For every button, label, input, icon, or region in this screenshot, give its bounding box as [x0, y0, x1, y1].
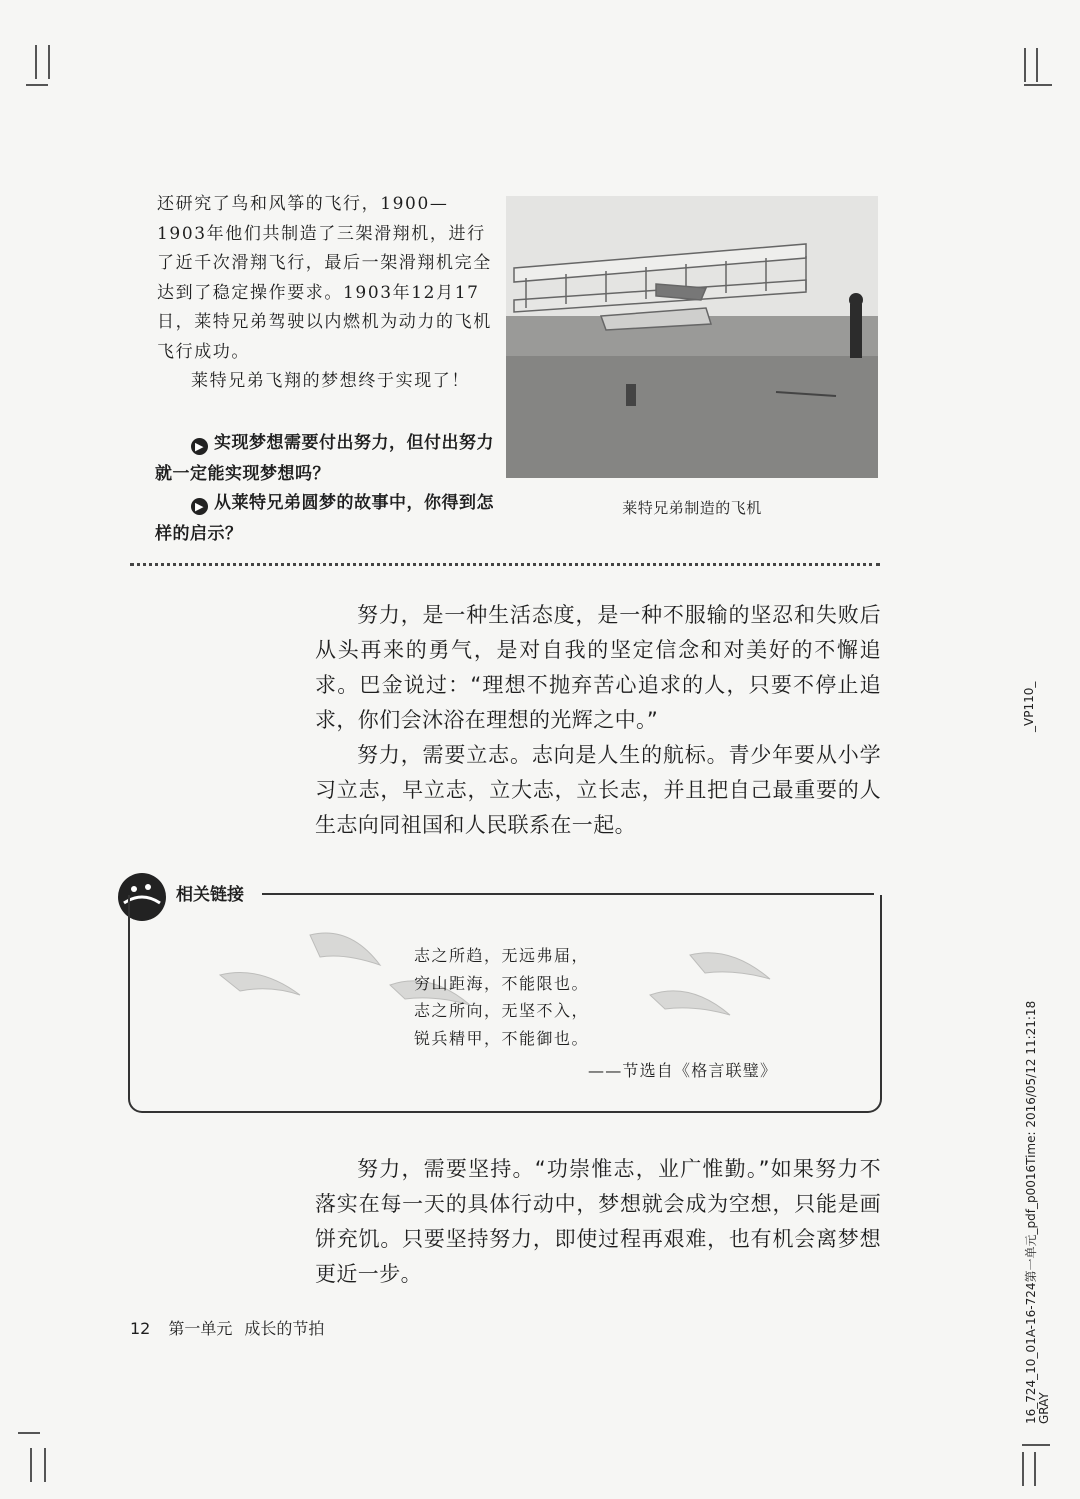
question [155, 488, 500, 550]
margin-gray-label: GRAY [1037, 1392, 1051, 1424]
section-divider [130, 563, 880, 566]
crop-mark [1034, 1452, 1036, 1486]
poem-line: 志之所向，无坚不入， [414, 1001, 590, 1020]
crop-mark [1022, 1452, 1024, 1486]
story-text [157, 190, 492, 397]
poem-line: 穷山距海，不能限也。 [414, 973, 590, 993]
body-text-bottom [315, 1152, 881, 1292]
body-paragraph: 努力，是一种生活态度，是一种不服输的坚忍和失败后从头再来的勇气，是对自我的坚定信念和对美好的不懈追求。巴金说过：“理想不抛弃苦心追求的人，只要不停止追求，你们会沐浴在理想的光辉之中。” [315, 603, 881, 732]
poem [414, 942, 589, 1052]
body-paragraph: 努力，需要坚持。“功崇惟志，业广惟勤。”如果努力不落实在每一天的具体行动中，梦想就会成为空想，只能是画饼充饥。只要坚持努力，即使过程再艰难，也有机会离梦想更近一步。 [315, 1157, 881, 1286]
wright-airplane-photo [506, 196, 878, 478]
poem-line: 锐兵精甲，不能御也。 [414, 1028, 590, 1048]
story-paragraph: 还研究了鸟和风筝的飞行，1900—1903年他们共制造了三架滑翔机，进行了近千次滑翔飞行，最后一架滑翔机完全达到了稳定操作要求。1903年12月17日，莱特兄弟驾驶以内燃机为动力的飞机飞行成功。 [157, 194, 492, 362]
page-footer [130, 1316, 324, 1339]
crop-mark [1036, 48, 1038, 82]
question-text: 从莱特兄弟圆梦的故事中，你得到怎样的启示？ [155, 493, 494, 544]
related-link-title: 相关链接 [176, 885, 244, 905]
margin-file-info: 16_724_10_01A-16-724第一单元_pdf_p0016Time: 2016/05/12 11:21:18 [1024, 1000, 1038, 1424]
crop-mark [30, 1448, 32, 1482]
crop-mark [1022, 1444, 1050, 1446]
crop-mark [48, 45, 50, 79]
arrow-right-circle-icon: ▶ [191, 438, 208, 455]
poem-line: 志之所趋，无远弗届， [414, 946, 590, 965]
margin-vp-code: _VP110_ [1022, 681, 1036, 732]
body-text-top [315, 598, 881, 843]
unit-name: 第一单元 [168, 1319, 233, 1338]
question [155, 428, 500, 490]
page-number: 12 [130, 1319, 151, 1338]
crop-mark [26, 84, 48, 86]
story-paragraph: 莱特兄弟飞翔的梦想终于实现了！ [191, 371, 470, 391]
crop-mark [1024, 48, 1026, 82]
crop-mark [1024, 84, 1052, 86]
airplane-illustration [506, 196, 878, 478]
arrow-right-circle-icon: ▶ [191, 498, 208, 515]
crop-mark [35, 45, 37, 79]
body-paragraph: 努力，需要立志。志向是人生的航标。青少年要从小学习立志，早立志，立大志，立长志，并且把自己最重要的人生志向同祖国和人民联系在一起。 [315, 743, 881, 837]
crop-mark [18, 1432, 40, 1434]
crop-mark [44, 1448, 46, 1482]
question-text: 实现梦想需要付出努力，但付出努力就一定能实现梦想吗？ [155, 433, 494, 484]
unit-title: 成长的节拍 [244, 1319, 325, 1338]
photo-caption: 莱特兄弟制造的飞机 [622, 499, 762, 517]
poem-source: ——节选自《格言联璧》 [588, 1061, 778, 1080]
